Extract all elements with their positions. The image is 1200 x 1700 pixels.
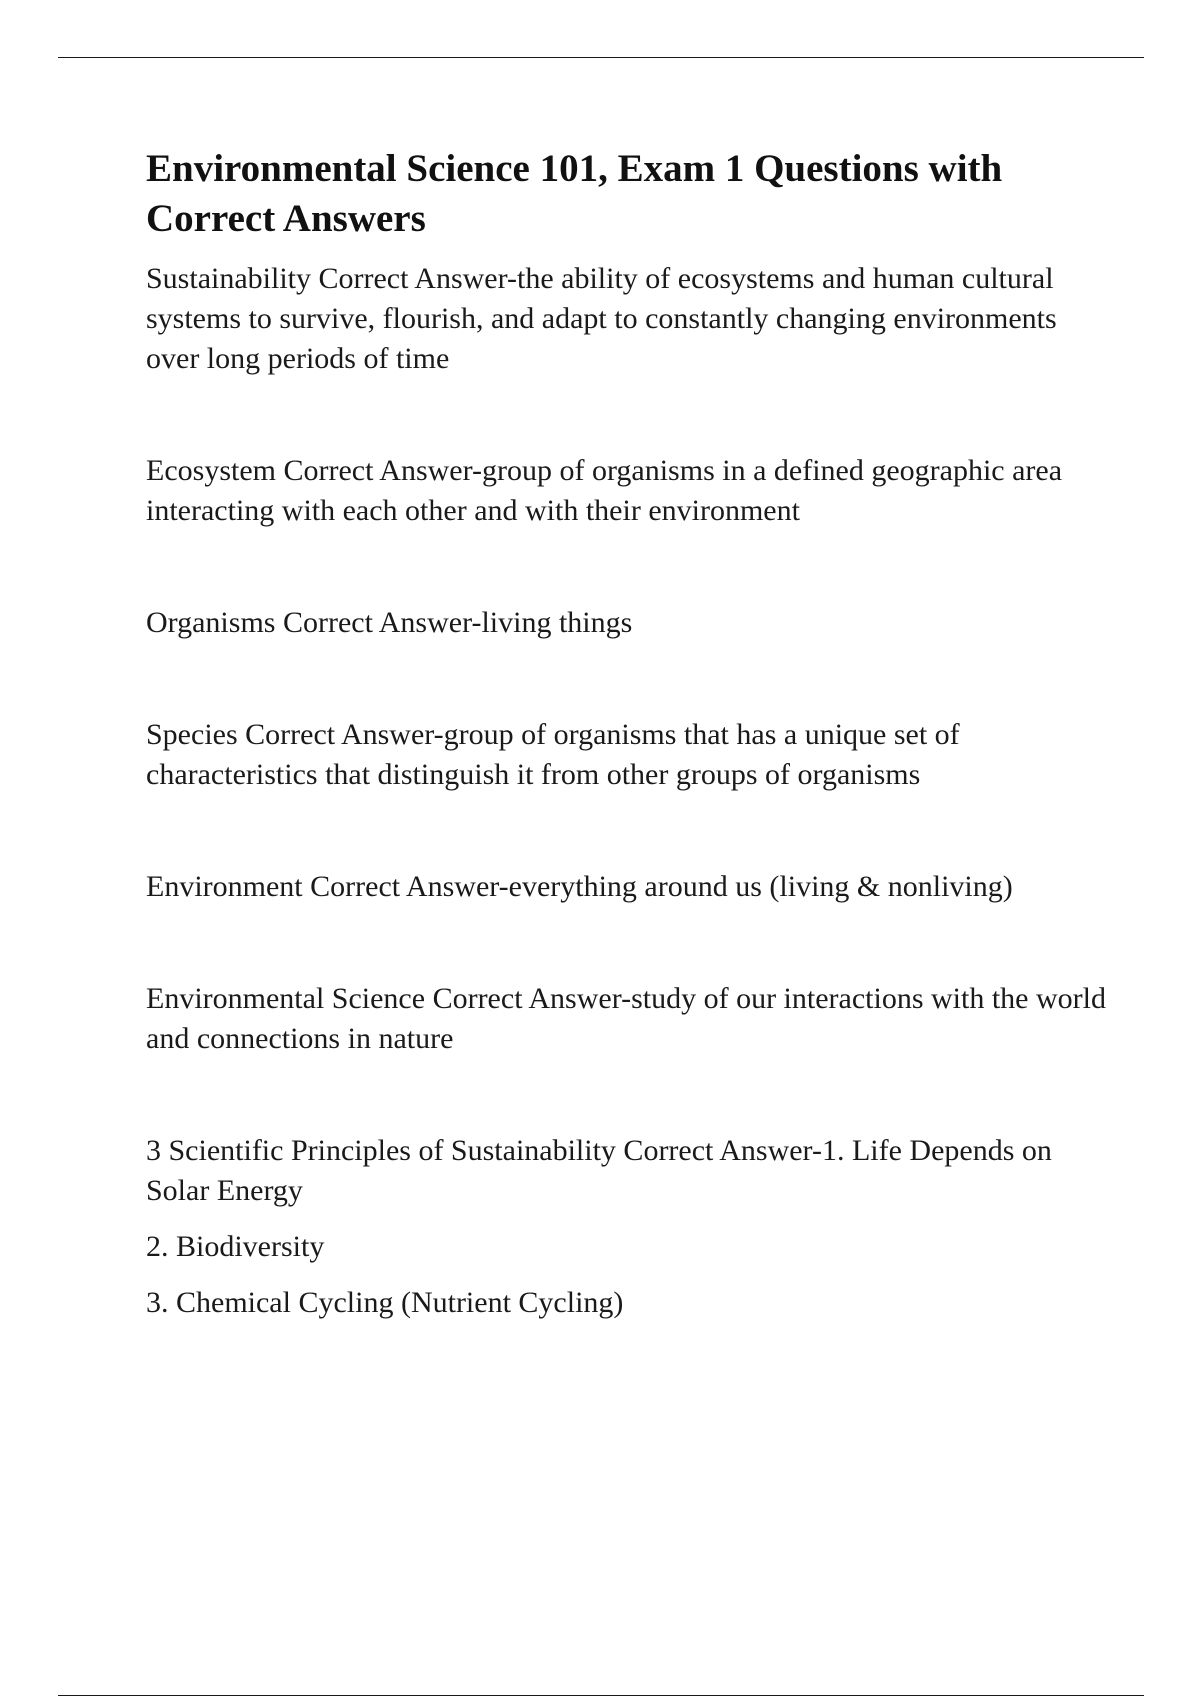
qa-principles: 3 Scientific Principles of Sustainability Correct Answer-1. Life Depends on Solar Energy	[146, 1134, 1052, 1207]
qa-species: Species Correct Answer-group of organisms that has a unique set of characteristics that distinguish it from other groups of organisms	[146, 718, 960, 791]
header-rule	[58, 57, 1144, 58]
qa-organisms: Organisms Correct Answer-living things	[146, 606, 633, 639]
document-title: Environmental Science 101, Exam 1 Questions with Correct Answers	[146, 147, 1003, 240]
qa-sustainability: Sustainability Correct Answer-the ability of ecosystems and human cultural systems to survive, flourish, and adapt to constantly changing environments over long periods of time	[146, 262, 1057, 375]
document-body	[146, 259, 1106, 1323]
principle-biodiversity: 2. Biodiversity	[146, 1230, 325, 1263]
qa-ecosystem: Ecosystem Correct Answer-group of organisms in a defined geographic area interacting with each other and with their environment	[146, 454, 1063, 527]
qa-environmental-science: Environmental Science Correct Answer-study of our interactions with the world and connections in nature	[146, 982, 1106, 1055]
qa-environment: Environment Correct Answer-everything around us (living & nonliving)	[146, 870, 1013, 903]
principle-chemical-cycling: 3. Chemical Cycling (Nutrient Cycling)	[146, 1286, 624, 1319]
footer-rule	[58, 1695, 1144, 1696]
